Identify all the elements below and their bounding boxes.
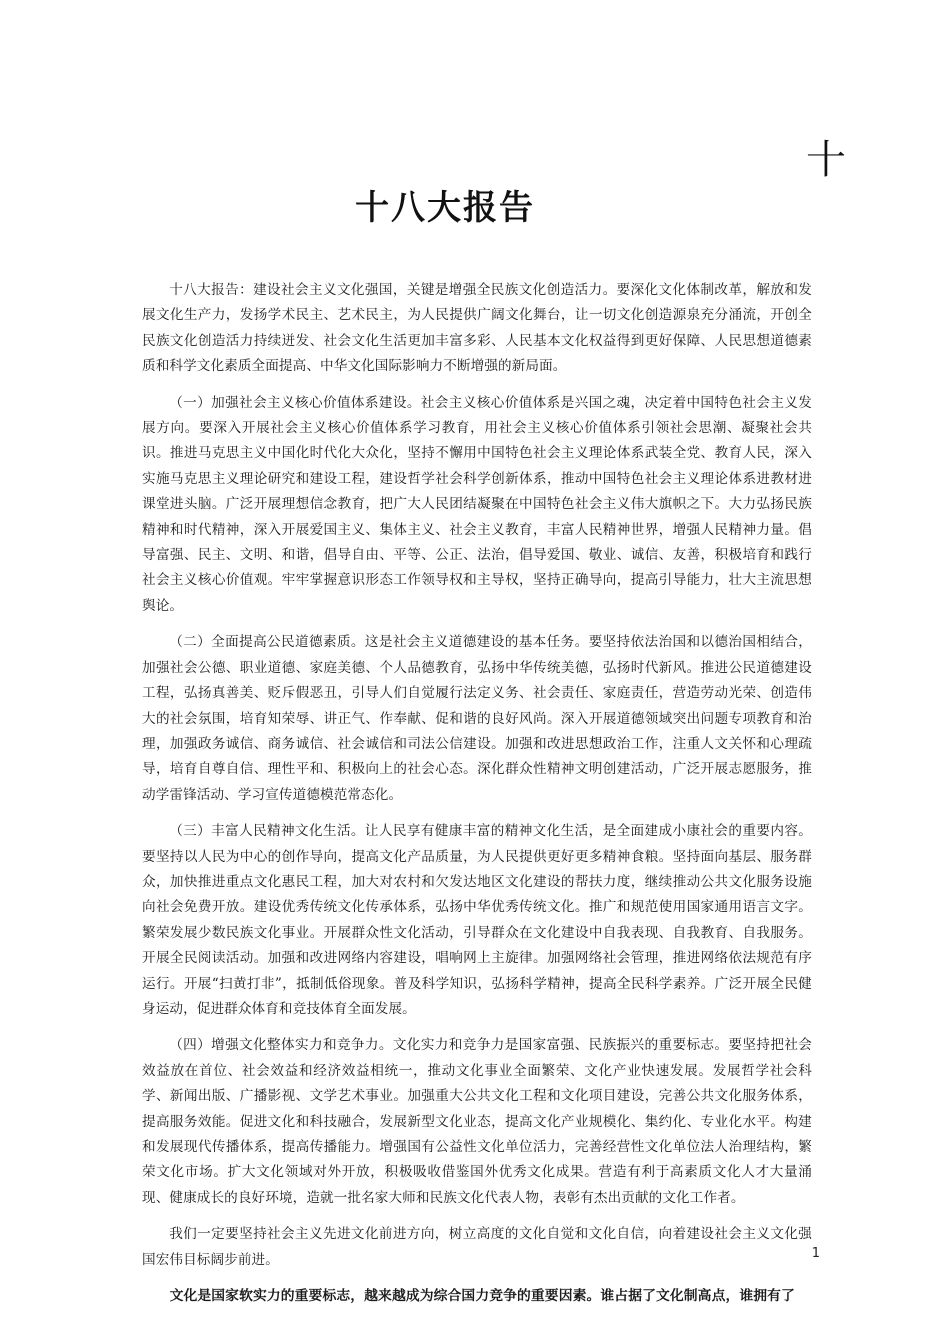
corner-character: 十 — [806, 137, 846, 183]
conclusion-paragraph: 我们一定要坚持社会主义先进文化前进方向，树立高度的文化自觉和文化自信，向着建设社会主义文化强国宏伟目标阔步前进。 — [142, 1226, 812, 1268]
document-title: 十八大报告 — [355, 188, 535, 228]
document-body — [142, 278, 812, 1320]
bold-paragraph: 文化是国家软实力的重要标志，越来越成为综合国力竞争的重要因素。谁占据了文化制高点，谁拥有了 — [169, 1288, 795, 1305]
page-number: 1 — [811, 1246, 820, 1261]
section-2-paragraph: （二）全面提高公民道德素质。这是社会主义道德建设的基本任务。要坚持依法治国和以德治国相结合，加强社会公德、职业道德、家庭美德、个人品德教育，弘扬中华传统美德，弘扬时代新风。推进公民道德建设工程，弘扬真善美、贬斥假恶丑，引导人们自觉履行法定义务、社会责任、家庭责任，营造劳动光荣、创造伟大的社会氛围，培育知荣辱、讲正气、作奉献、促和谐的良好风尚。深入开展道德领域突出问题专项教育和治理，加强政务诚信、商务诚信、社会诚信和司法公信建设。加强和改进思想政治工作，注重人文关怀和心理疏导，培育自尊自信、理性平和、积极向上的社会心态。深化群众性精神文明创建活动，广泛开展志愿服务，推动学雷锋活动、学习宣传道德模范常态化。 — [142, 634, 812, 803]
section-4-paragraph: （四）增强文化整体实力和竞争力。文化实力和竞争力是国家富强、民族振兴的重要标志。要坚持把社会效益放在首位、社会效益和经济效益相统一，推动文化事业全面繁荣、文化产业快速发展。发展哲学社会科学、新闻出版、广播影视、文学艺术事业。加强重大公共文化工程和文化项目建设，完善公共文化服务体系，提高服务效能。促进文化和科技融合，发展新型文化业态，提高文化产业规模化、集约化、专业化水平。构建和发展现代传播体系，提高传播能力。增强国有公益性文化单位活力，完善经营性文化单位法人治理结构，繁荣文化市场。扩大文化领域对外开放，积极吸收借鉴国外优秀文化成果。营造有利于高素质文化人才大量涌现、健康成长的良好环境，造就一批名家大师和民族文化代表人物，表彰有杰出贡献的文化工作者。 — [142, 1037, 812, 1206]
intro-paragraph: 十八大报告：建设社会主义文化强国，关键是增强全民族文化创造活力。要深化文化体制改革，解放和发展文化生产力，发扬学术民主、艺术民主，为人民提供广阔文化舞台，让一切文化创造源泉充分涌流，开创全民族文化创造活力持续迸发、社会文化生活更加丰富多彩、人民基本文化权益得到更好保障、人民思想道德素质和科学文化素质全面提高、中华文化国际影响力不断增强的新局面。 — [142, 282, 812, 375]
section-3-paragraph: （三）丰富人民精神文化生活。让人民享有健康丰富的精神文化生活，是全面建成小康社会的重要内容。要坚持以人民为中心的创作导向，提高文化产品质量，为人民提供更好更多精神食粮。坚持面向基层、服务群众，加快推进重点文化惠民工程，加大对农村和欠发达地区文化建设的帮扶力度，继续推动公共文化服务设施向社会免费开放。建设优秀传统文化传承体系，弘扬中华优秀传统文化。推广和规范使用国家通用语言文字。繁荣发展少数民族文化事业。开展群众性文化活动，引导群众在文化建设中自我表现、自我教育、自我服务。开展全民阅读活动。加强和改进网络内容建设，唱响网上主旋律。加强网络社会管理，推进网络依法规范有序运行。开展“扫黄打非”，抵制低俗现象。普及科学知识，弘扬科学精神，提高全民科学素养。广泛开展全民健身运动，促进群众体育和竞技体育全面发展。 — [142, 823, 812, 1017]
section-1-paragraph: （一）加强社会主义核心价值体系建设。社会主义核心价值体系是兴国之魂，决定着中国特色社会主义发展方向。要深入开展社会主义核心价值体系学习教育，用社会主义核心价值体系引领社会思潮、凝聚社会共识。推进马克思主义中国化时代化大众化，坚持不懈用中国特色社会主义理论体系武装全党、教育人民，深入实施马克思主义理论研究和建设工程，建设哲学社会科学创新体系，推动中国特色社会主义理论体系进教材进课堂进头脑。广泛开展理想信念教育，把广大人民团结凝聚在中国特色社会主义伟大旗帜之下。大力弘扬民族精神和时代精神，深入开展爱国主义、集体主义、社会主义教育，丰富人民精神世界，增强人民精神力量。倡导富强、民主、文明、和谐，倡导自由、平等、公正、法治，倡导爱国、敬业、诚信、友善，积极培育和践行社会主义核心价值观。牢牢掌握意识形态工作领导权和主导权，坚持正确导向，提高引导能力，壮大主流思想舆论。 — [142, 394, 812, 614]
